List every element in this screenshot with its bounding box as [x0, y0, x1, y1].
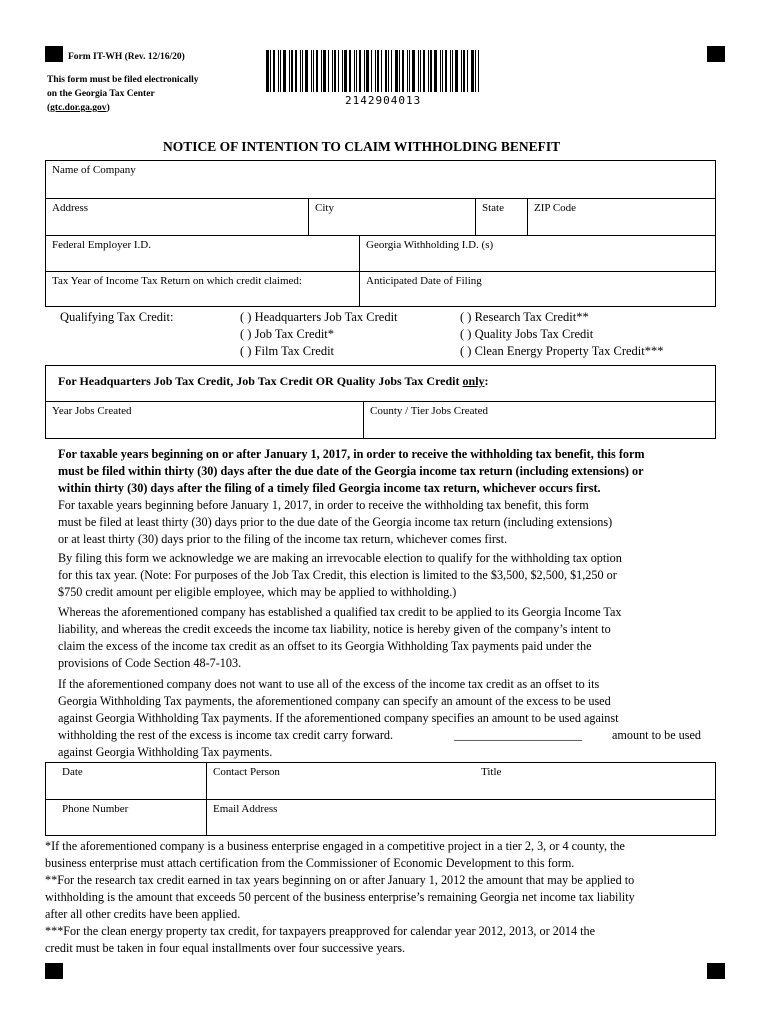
- qualifying-credit-label: Qualifying Tax Credit:: [60, 310, 174, 324]
- fein-field[interactable]: [46, 236, 360, 272]
- barcode-bar: [342, 50, 343, 92]
- city-field[interactable]: [309, 199, 476, 236]
- company-name-label: Name of Company: [52, 164, 136, 176]
- barcode-bar: [334, 50, 336, 92]
- para4-line1: If the aforementioned company does not want to use all of the excess of the income tax credit as an offset to its: [58, 677, 600, 691]
- barcode-bar: [295, 50, 297, 92]
- year-jobs-label: Year Jobs Created: [52, 405, 132, 417]
- barcode-bar: [467, 50, 468, 92]
- barcode-bar: [442, 50, 443, 92]
- footnote3-line2: credit must be taken in four equal installments over four successive years.: [45, 941, 406, 955]
- barcode-bar: [445, 50, 447, 92]
- para4-line5: against Georgia Withholding Tax payments.: [58, 745, 273, 759]
- barcode-bar: [478, 50, 479, 92]
- title-label: Title: [481, 766, 502, 778]
- address-label: Address: [52, 202, 89, 214]
- barcode-bar: [423, 50, 425, 92]
- barcode-bar: [323, 50, 326, 92]
- signature-grid: [45, 762, 716, 836]
- barcode-bar: [420, 50, 421, 92]
- barcode-bar: [266, 50, 269, 92]
- zip-label: ZIP Code: [534, 202, 577, 214]
- efile-notice-line1: This form must be filed electronically: [47, 75, 199, 85]
- ga-withholding-field[interactable]: [360, 236, 715, 272]
- barcode-bar: [332, 50, 333, 92]
- barcode-bar: [452, 50, 453, 92]
- date-field[interactable]: [46, 763, 207, 800]
- barcode-bar: [430, 50, 432, 92]
- footnote3-line1: ***For the clean energy property tax credit, for taxpayers preapproved for calendar year 2012, 2013, or 2014 the: [45, 924, 596, 938]
- credit-quality-jobs-option[interactable]: ( ) Quality Jobs Tax Credit: [460, 327, 594, 341]
- footnote2-line1: **For the research tax credit earned in tax years beginning on or after January 1, 2012 the amount that may be applied to: [45, 873, 635, 887]
- barcode-bar: [371, 50, 372, 92]
- barcode-bar: [311, 50, 312, 92]
- registration-marker-bottom-left: [45, 963, 63, 979]
- para1-line2: must be filed at least thirty (30) days prior to the due date of the Georgia income tax return (including extensions): [58, 515, 613, 529]
- credit-film-option[interactable]: ( ) Film Tax Credit: [240, 344, 335, 358]
- form-id: Form IT-WH (Rev. 12/16/20): [68, 52, 185, 62]
- registration-marker-bottom-right: [707, 963, 725, 979]
- barcode-bar: [395, 50, 398, 92]
- barcode-bar: [359, 50, 361, 92]
- para3-line4: provisions of Code Section 48-7-103.: [58, 656, 242, 670]
- credit-headquarters-option[interactable]: ( ) Headquarters Job Tax Credit: [240, 310, 398, 324]
- barcode-bar: [475, 50, 476, 92]
- barcode-bar: [289, 50, 290, 92]
- barcode-bar: [440, 50, 441, 92]
- credit-research-option[interactable]: ( ) Research Tax Credit**: [460, 310, 589, 324]
- para2-line2: for this tax year. (Note: For purposes of the Job Tax Credit, this election is limited to the $3,500, $2,500, $1,250 or: [58, 568, 617, 582]
- barcode-bar: [278, 50, 279, 92]
- barcode-bar: [463, 50, 465, 92]
- registration-marker-top-left: [45, 46, 63, 62]
- barcode-bar: [407, 50, 408, 92]
- barcode-bar: [328, 50, 329, 92]
- para4-line3: against Georgia Withholding Tax payments. If the aforementioned company specifies an amount to be used against: [58, 711, 619, 725]
- para3-line2: liability, and whereas the credit exceeds the income tax liability, notice is hereby given of the company’s intent to: [58, 622, 611, 636]
- barcode-bar: [450, 50, 451, 92]
- bold-line-3: within thirty (30) days after the filing of a timely filed Georgia income tax return, whichever occurs first.: [58, 481, 601, 495]
- barcode-bar: [375, 50, 376, 92]
- barcode-bar: [316, 50, 318, 92]
- footnote2-line3: after all other credits have been applied.: [45, 907, 241, 921]
- barcode-bar: [273, 50, 275, 92]
- para4-line4: withholding the rest of the excess is income tax credit carry forward.: [58, 728, 394, 742]
- barcode-bar: [338, 50, 339, 92]
- footnote1-line1: *If the aforementioned company is a business enterprise engaged in a competitive project in a tier 2, 3, or 4 county, the: [45, 839, 625, 853]
- barcode-bar: [461, 50, 462, 92]
- bold-line-2: must be filed within thirty (30) days after the due date of the Georgia income tax return (including extensions) or: [58, 464, 644, 478]
- gtc-link[interactable]: (gtc.dor.ga.gov): [47, 103, 110, 113]
- company-name-field[interactable]: [46, 161, 715, 199]
- anticipated-date-label: Anticipated Date of Filing: [366, 275, 482, 287]
- state-field[interactable]: [476, 199, 528, 236]
- form-title: NOTICE OF INTENTION TO CLAIM WITHHOLDING BENEFIT: [163, 139, 561, 154]
- barcode-bar: [283, 50, 286, 92]
- contact-person-label: Contact Person: [213, 766, 280, 778]
- tax-year-field[interactable]: [46, 272, 360, 306]
- year-jobs-field[interactable]: [46, 402, 364, 438]
- phone-field[interactable]: [46, 800, 207, 835]
- email-field[interactable]: [207, 800, 715, 835]
- address-field[interactable]: [46, 199, 309, 236]
- barcode-bar: [428, 50, 429, 92]
- tax-year-label: Tax Year of Income Tax Return on which credit claimed:: [52, 275, 302, 287]
- barcode-bar: [418, 50, 419, 92]
- barcode-bar: [471, 50, 474, 92]
- barcode-bar: [402, 50, 404, 92]
- county-tier-label: County / Tier Jobs Created: [370, 405, 488, 417]
- barcode-bar: [412, 50, 415, 92]
- barcode-bar: [354, 50, 355, 92]
- barcode-bar: [364, 50, 365, 92]
- barcode-bar: [300, 50, 301, 92]
- ga-withholding-label: Georgia Withholding I.D. (s): [366, 239, 494, 251]
- anticipated-date-field[interactable]: [360, 272, 715, 306]
- para1-line3: or at least thirty (30) days prior to the filing of the income tax return, whichever comes first.: [58, 532, 508, 546]
- footnote2-line2: withholding is the amount that exceeds 50 percent of the business enterprise’s remaining Georgia net income tax liability: [45, 890, 635, 904]
- para2-line1: By filing this form we acknowledge we are making an irrevocable election to qualify for the withholding tax option: [58, 551, 622, 565]
- bold-line-1: For taxable years beginning on or after January 1, 2017, in order to receive the withholding tax benefit, this form: [58, 447, 645, 461]
- withholding-amount-blank[interactable]: _____________________: [454, 728, 582, 742]
- zip-field[interactable]: [528, 199, 715, 236]
- state-label: State: [482, 202, 504, 214]
- para3-line3: claim the excess of the income tax credit as an offset to its Georgia Withholding Tax payments paid under the: [58, 639, 592, 653]
- contact-person-field[interactable]: [207, 763, 715, 800]
- barcode-bar: [388, 50, 389, 92]
- credit-job-option[interactable]: ( ) Job Tax Credit*: [240, 327, 335, 341]
- barcode-bar: [344, 50, 347, 92]
- barcode-bar: [356, 50, 357, 92]
- barcode-bar: [381, 50, 382, 92]
- barcode-bar: [321, 50, 322, 92]
- para4-line2: Georgia Withholding Tax payments, the aforementioned company can specify an amount of the excess to be used: [58, 694, 611, 708]
- barcode-bar: [305, 50, 308, 92]
- phone-label: Phone Number: [62, 803, 129, 815]
- barcode-bar: [391, 50, 392, 92]
- email-label: Email Address: [213, 803, 278, 815]
- company-info-grid: [45, 160, 716, 307]
- barcode-bar: [349, 50, 351, 92]
- jobs-section-heading: For Headquarters Job Tax Credit, Job Tax Credit OR Quality Jobs Tax Credit only:: [58, 374, 489, 388]
- para3-line1: Whereas the aforementioned company has established a qualified tax credit to be applied to its Georgia Income Tax: [58, 605, 622, 619]
- barcode-bar: [313, 50, 314, 92]
- amount-label: amount to be used: [612, 728, 702, 742]
- footnote1-line2: business enterprise must attach certification from the Commissioner of Economic Development to this form.: [45, 856, 575, 870]
- barcode-bar: [455, 50, 458, 92]
- fein-label: Federal Employer I.D.: [52, 239, 151, 251]
- barcode-bar: [270, 50, 271, 92]
- barcode-bar: [377, 50, 379, 92]
- barcode-number: 2142904013: [345, 94, 422, 107]
- city-label: City: [315, 202, 334, 214]
- date-label: Date: [62, 766, 83, 778]
- barcode-bar: [280, 50, 281, 92]
- jobs-section: [45, 365, 716, 439]
- efile-notice-line2: on the Georgia Tax Center: [47, 89, 155, 99]
- barcode-bar: [302, 50, 303, 92]
- credit-clean-energy-option[interactable]: ( ) Clean Energy Property Tax Credit***: [460, 344, 664, 358]
- barcode-bar: [291, 50, 293, 92]
- para1-line1: For taxable years beginning before January 1, 2017, in order to receive the withholding tax benefit, this form: [58, 498, 589, 512]
- barcode-bar: [366, 50, 369, 92]
- registration-marker-top-right: [707, 46, 725, 62]
- barcode-bar: [385, 50, 387, 92]
- barcode-bar: [409, 50, 410, 92]
- barcode-bar: [434, 50, 437, 92]
- barcode-bar: [399, 50, 400, 92]
- county-tier-field[interactable]: [364, 402, 715, 438]
- para2-line3: $750 credit amount per eligible employee, which may be applied to withholding.): [58, 585, 457, 599]
- barcode: [266, 50, 482, 92]
